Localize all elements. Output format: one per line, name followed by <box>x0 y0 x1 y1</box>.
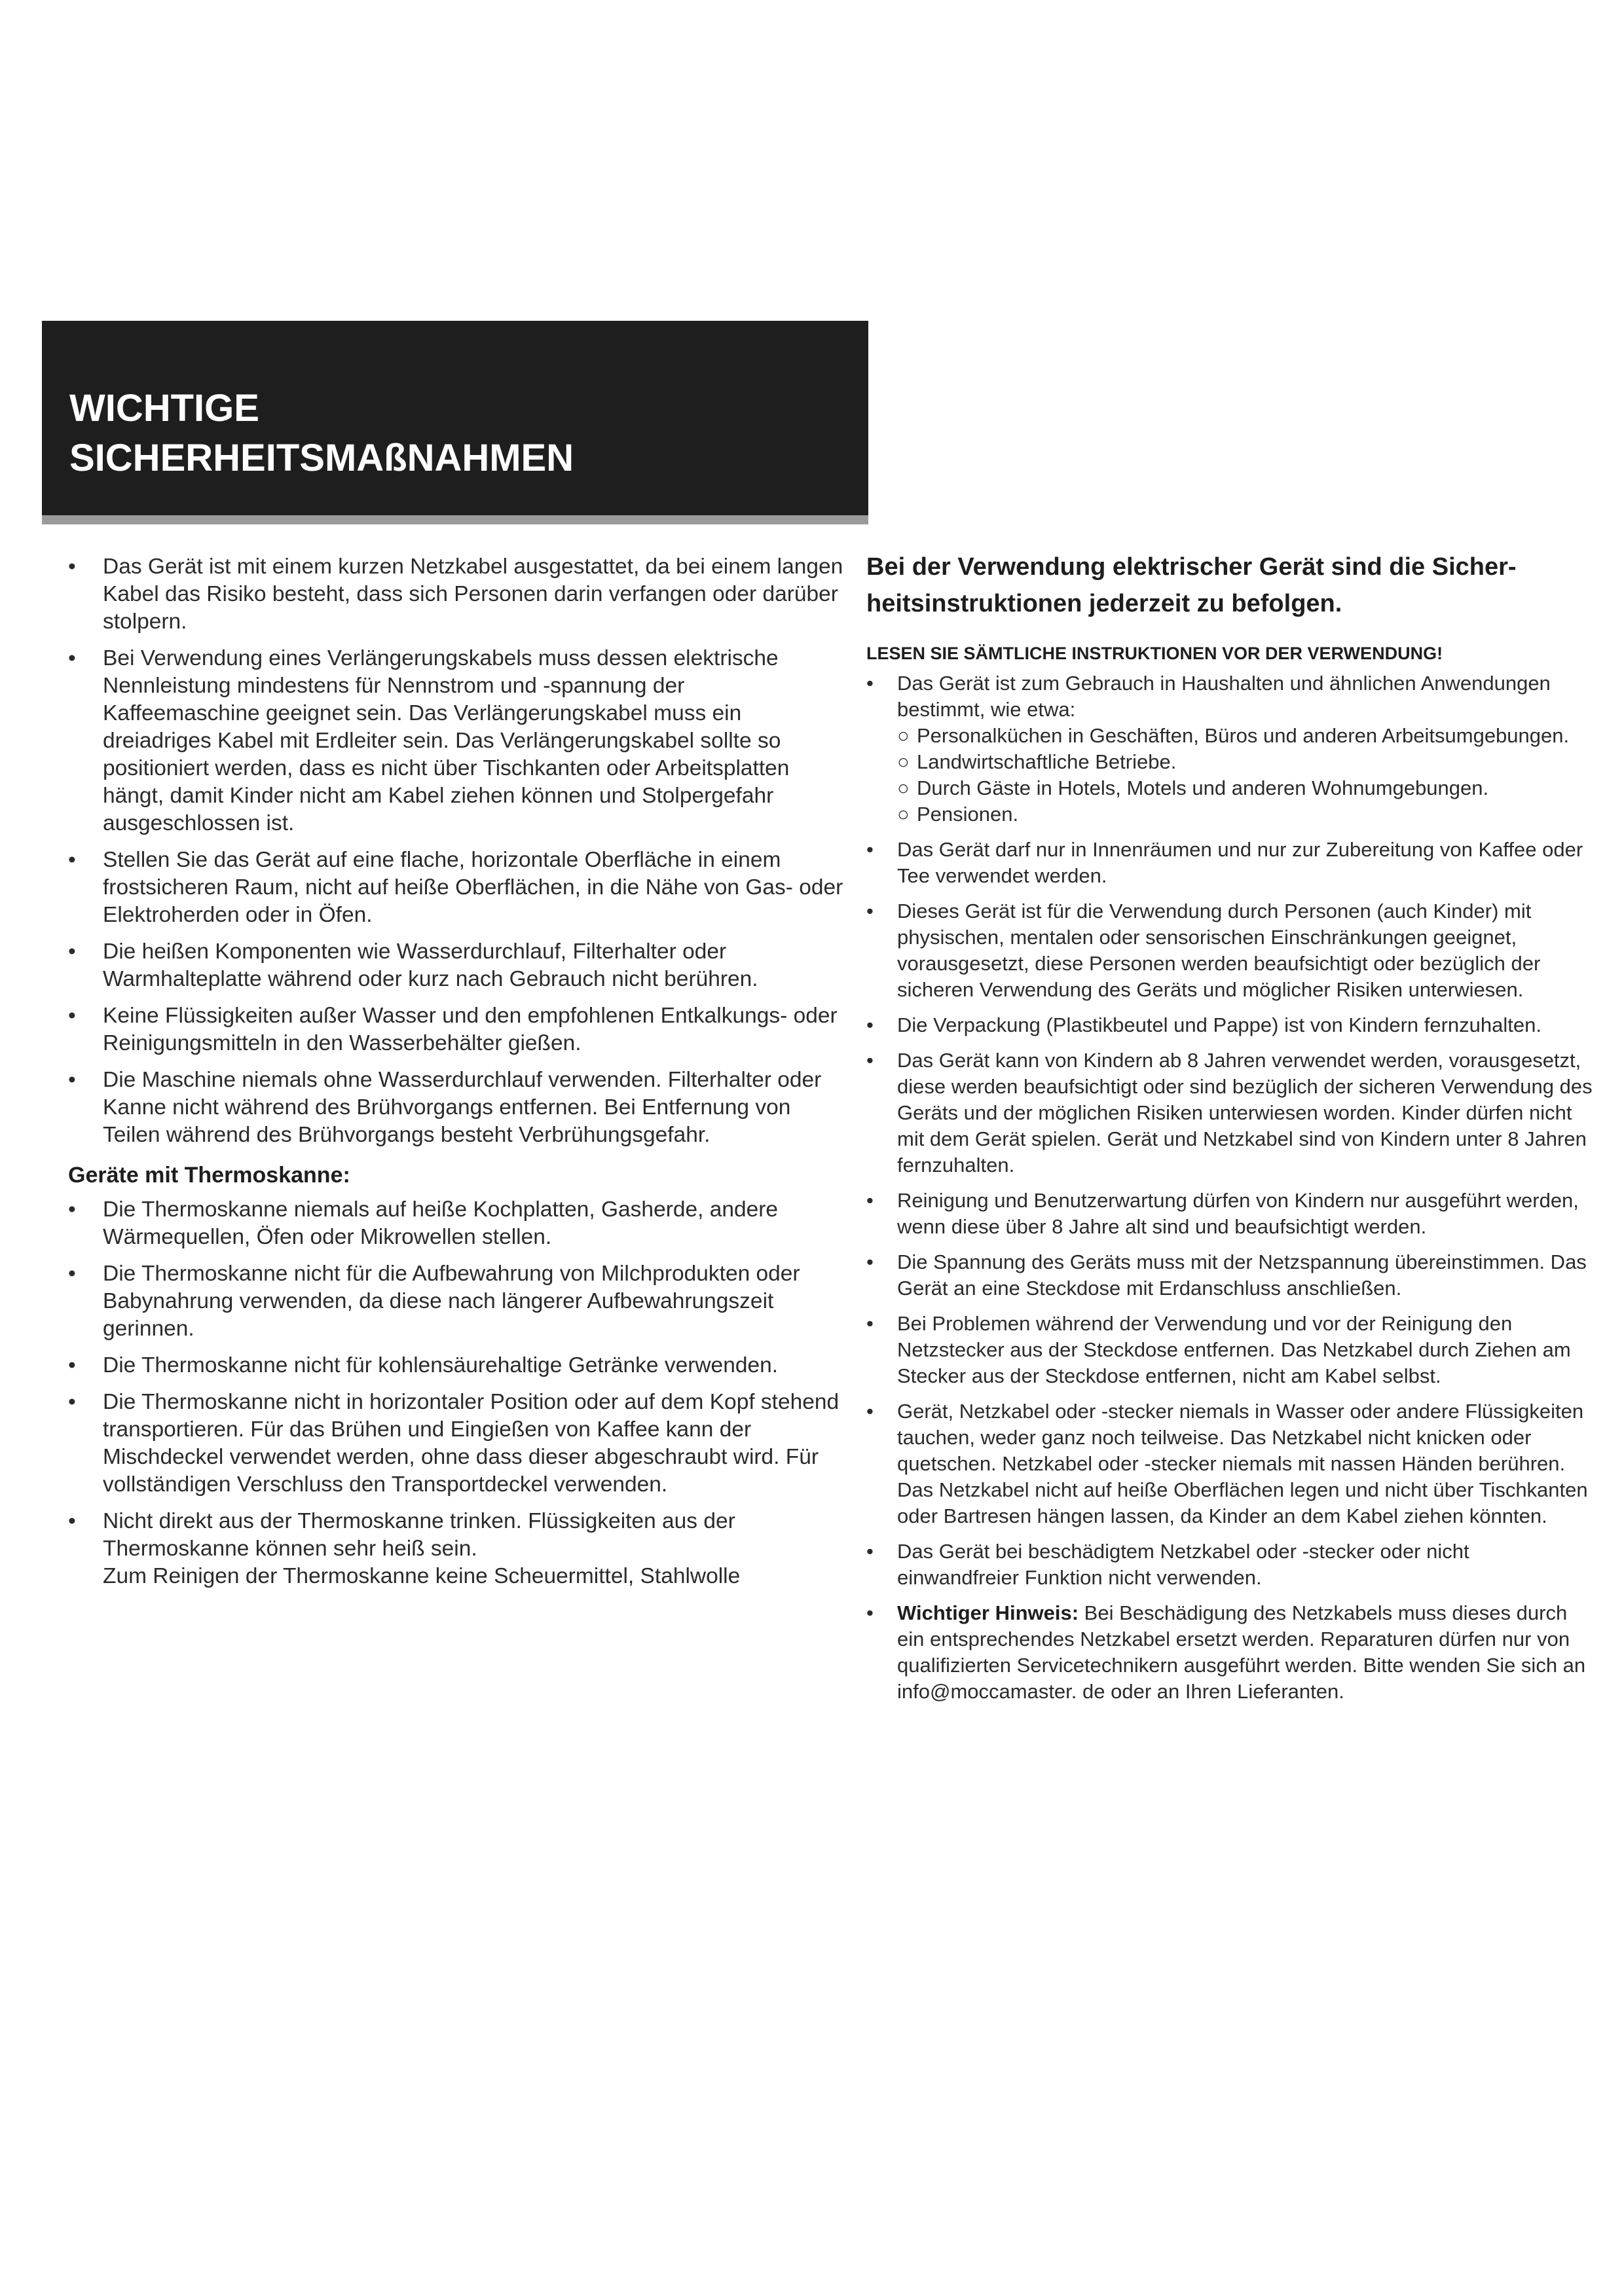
list-item <box>866 670 1593 828</box>
list-item-text: Das Gerät darf nur in Innenräumen und nur zur Zubereitung von Kaffee oder Tee verwendet werden. <box>897 838 1583 887</box>
bullet-icon: • <box>866 1189 874 1212</box>
read-instructions-heading: LESEN SIE SÄMTLICHE INSTRUKTIONEN VOR DER VERWENDUNG! <box>866 644 1443 663</box>
list-item <box>68 1066 847 1149</box>
bullet-icon: • <box>866 1312 874 1335</box>
list-item-text: Stellen Sie das Gerät auf eine flache, horizontale Oberfläche in einem frostsicheren Raum, nicht auf heiße Oberflächen, in die Nähe von Gas- oder Elektroherden oder in Öfen. <box>103 848 843 927</box>
sub-list-item <box>897 749 1593 775</box>
thermos-heading: Geräte mit Thermoskanne: <box>68 1163 350 1188</box>
list-item <box>866 837 1593 889</box>
bullet-icon: • <box>866 900 874 922</box>
bullet-icon: • <box>866 838 874 861</box>
bullet-icon: • <box>68 1004 76 1028</box>
list-item-text: Dieses Gerät ist für die Verwendung durch Personen (auch Kinder) mit physischen, mentalen oder sensorischen Einschränkungen geeignet, vorausgesetzt, diese Personen werden beaufsichtigt oder bezüglich der sicheren Verwendung des Geräts und möglicher Risiken unterwiesen. <box>897 900 1541 1001</box>
thermos-list <box>68 1196 847 1590</box>
list-item-text: Die Thermoskanne nicht für kohlensäurehaltige Getränke verwenden. <box>103 1353 779 1377</box>
list-item-text: Keine Flüssigkeiten außer Wasser und den empfohlenen Entkalkungs- oder Reinigungsmitteln in den Wasserbehälter gießen. <box>103 1004 838 1055</box>
bullet-icon: • <box>68 1068 76 1092</box>
list-item <box>68 847 847 929</box>
usage-safety-list <box>866 670 1593 1705</box>
usage-examples-list <box>897 723 1593 828</box>
sub-list-item <box>897 723 1593 749</box>
bullet-icon: • <box>68 555 76 579</box>
sub-list-item-text: Landwirtschaftliche Betriebe. <box>917 750 1177 773</box>
bullet-icon: • <box>68 646 76 670</box>
page-title-line-2: SICHERHEITSMAßNAHMEN <box>69 437 574 479</box>
list-item-text: Reinigung und Benutzerwartung dürfen von Kindern nur ausgeführt werden, wenn diese über 8 Jahre alt sind und beaufsichtigt werden. <box>897 1189 1579 1238</box>
list-item <box>866 1311 1593 1389</box>
sub-list-item-text: Durch Gäste in Hotels, Motels und anderen Wohnumgebungen. <box>917 776 1489 799</box>
list-item-text: Die Thermoskanne nicht für die Aufbewahrung von Milchprodukten oder Babynahrung verwenden, da diese nach längerer Aufbewahrungszeit gerinnen. <box>103 1262 800 1341</box>
list-item-text: Nicht direkt aus der Thermoskanne trinken. Flüssigkeiten aus der Thermoskanne können sehr heiß sein. <box>103 1509 735 1561</box>
list-item <box>68 1260 847 1343</box>
sub-list-item-text: Personalküchen in Geschäften, Büros und anderen Arbeitsumgebungen. <box>917 724 1570 747</box>
sub-list-item <box>897 775 1593 801</box>
list-item <box>68 1352 847 1379</box>
circle-bullet-icon: ○ <box>897 724 910 747</box>
general-safety-list <box>68 553 847 1149</box>
list-item-text: Die Spannung des Geräts muss mit der Netzspannung übereinstimmen. Das Gerät an eine Steckdose mit Erdanschluss anschließen. <box>897 1250 1587 1300</box>
bullet-icon: • <box>866 1250 874 1273</box>
bullet-icon: • <box>68 1353 76 1377</box>
bullet-icon: • <box>68 939 76 964</box>
header-underline <box>42 515 868 524</box>
list-item <box>68 553 847 636</box>
bullet-icon: • <box>68 848 76 872</box>
bullet-icon: • <box>68 1390 76 1414</box>
left-column <box>68 553 847 1599</box>
sub-list-item <box>897 801 1593 828</box>
bullet-icon: • <box>68 1262 76 1286</box>
list-item-text: Das Gerät bei beschädigtem Netzkabel oder -stecker oder nicht einwandfreier Funktion nicht verwenden. <box>897 1540 1469 1589</box>
page-title <box>69 384 868 483</box>
list-item <box>866 1048 1593 1178</box>
bullet-icon: • <box>68 1509 76 1533</box>
list-item-important-notice <box>866 1600 1593 1705</box>
bullet-icon: • <box>866 1540 874 1563</box>
list-item <box>68 1508 847 1590</box>
list-item-text: Die Thermoskanne nicht in horizontaler Position oder auf dem Kopf stehend transportieren. Für das Brühen und Eingießen von Kaffee kann der Mischdeckel verwendet werden, ohne dass dieser abgeschraubt wird. Für vollständigen Verschluss den Transportdeckel verwenden. <box>103 1390 840 1497</box>
section-header <box>42 321 868 515</box>
sub-list-item-text: Pensionen. <box>917 803 1019 826</box>
bullet-icon: • <box>866 672 874 695</box>
circle-bullet-icon: ○ <box>897 803 910 826</box>
list-item <box>68 645 847 837</box>
list-item <box>68 1389 847 1499</box>
list-item-text: Die heißen Komponenten wie Wasserdurchlauf, Filterhalter oder Warmhalteplatte während oder kurz nach Gebrauch nicht berühren. <box>103 939 758 991</box>
list-item-text: Bei Verwendung eines Verlängerungskabels muss dessen elektrische Nennleistung mindestens für Nennstrom und -spannung der Kaffeemaschine geeignet sein. Das Verlängerungskabel muss ein dreiadriges Kabel mit Erdleiter sein. Das Verlängerungskabel sollte so positioniert werden, dass es nicht über Tischkanten oder Arbeitsplatten hängt, damit Kinder nicht am Kabel ziehen können und Stolpergefahr ausgeschlossen ist. <box>103 646 790 835</box>
bullet-icon: • <box>866 1049 874 1072</box>
bullet-icon: • <box>866 1400 874 1423</box>
circle-bullet-icon: ○ <box>897 776 910 799</box>
list-item <box>866 1398 1593 1529</box>
list-item-text: Das Gerät kann von Kindern ab 8 Jahren verwendet werden, vorausgesetzt, diese werden beaufsichtigt oder sind bezüglich der sicheren Verwendung des Geräts und der möglichen Risiken unterwiesen worden. Kinder dürfen nicht mit dem Gerät spielen. Gerät und Netzkabel sind von Kindern unter 8 Jahren fernzuhalten. <box>897 1049 1593 1176</box>
list-item-text: Die Verpackung (Plastikbeutel und Pappe) ist von Kindern fernzuhalten. <box>897 1013 1541 1036</box>
list-item <box>866 1012 1593 1038</box>
list-item <box>866 1249 1593 1302</box>
list-item-text: Die Thermoskanne niemals auf heiße Kochplatten, Gasherde, andere Wärmequellen, Öfen oder Mikrowellen stellen. <box>103 1197 779 1249</box>
circle-bullet-icon: ○ <box>897 750 910 773</box>
page-title-line-1: WICHTIGE <box>69 387 259 429</box>
list-item-text: Das Gerät ist zum Gebrauch in Haushalten und ähnlichen Anwendungen bestimmt, wie etwa: <box>897 672 1551 721</box>
list-item <box>68 1196 847 1251</box>
list-item-text: Bei Problemen während der Verwendung und vor der Reinigung den Netzstecker aus der Steckdose entfernen. Das Netzkabel durch Ziehen am Stecker aus der Steckdose entfernen, nicht am Kabel selbst. <box>897 1312 1571 1387</box>
bullet-icon: • <box>866 1601 874 1624</box>
right-column <box>866 549 1593 1714</box>
list-item-text: Das Gerät ist mit einem kurzen Netzkabel ausgestattet, da bei einem langen Kabel das Risiko besteht, dass sich Personen darin verfangen oder darüber stolpern. <box>103 555 843 634</box>
list-item-text: Die Maschine niemals ohne Wasserdurchlauf verwenden. Filterhalter oder Kanne nicht während des Brühvorgangs entfernen. Bei Entfernung von Teilen während des Brühvorgangs besteht Verbrühungsgefahr. <box>103 1068 822 1147</box>
bullet-icon: • <box>866 1013 874 1036</box>
intro-statement: Bei der Verwendung elektrischer Gerät sind die Sicher-heitsinstruktionen jederzeit zu befolgen. <box>866 553 1517 617</box>
list-item-text-continued: Zum Reinigen der Thermoskanne keine Scheuermittel, Stahlwolle <box>103 1564 741 1588</box>
list-item-text: Gerät, Netzkabel oder -stecker niemals in Wasser oder andere Flüssigkeiten tauchen, weder ganz noch teilweise. Das Netzkabel nicht knicken oder quetschen. Netzkabel oder -stecker niemals mit nassen Händen berühren. Das Netzkabel nicht auf heiße Oberflächen legen und nicht über Tischkanten oder Bartresen hängen lassen, da Kinder an dem Kabel ziehen könnten. <box>897 1400 1588 1527</box>
notice-label: Wichtiger Hinweis: <box>897 1601 1079 1624</box>
bullet-icon: • <box>68 1197 76 1222</box>
list-item <box>866 1539 1593 1591</box>
list-item <box>68 938 847 993</box>
list-item <box>866 1188 1593 1240</box>
list-item <box>866 898 1593 1003</box>
notice-text: Bei Beschädigung des Netzkabels muss dieses durch ein entsprechendes Netzkabel ersetzt werden. Reparaturen dürfen nur von qualifizierten Servicetechnikern ausgeführt werden. Bitte wenden Sie sich an info@moccamaster. de oder an Ihren Lieferanten. <box>897 1601 1586 1703</box>
list-item <box>68 1002 847 1057</box>
